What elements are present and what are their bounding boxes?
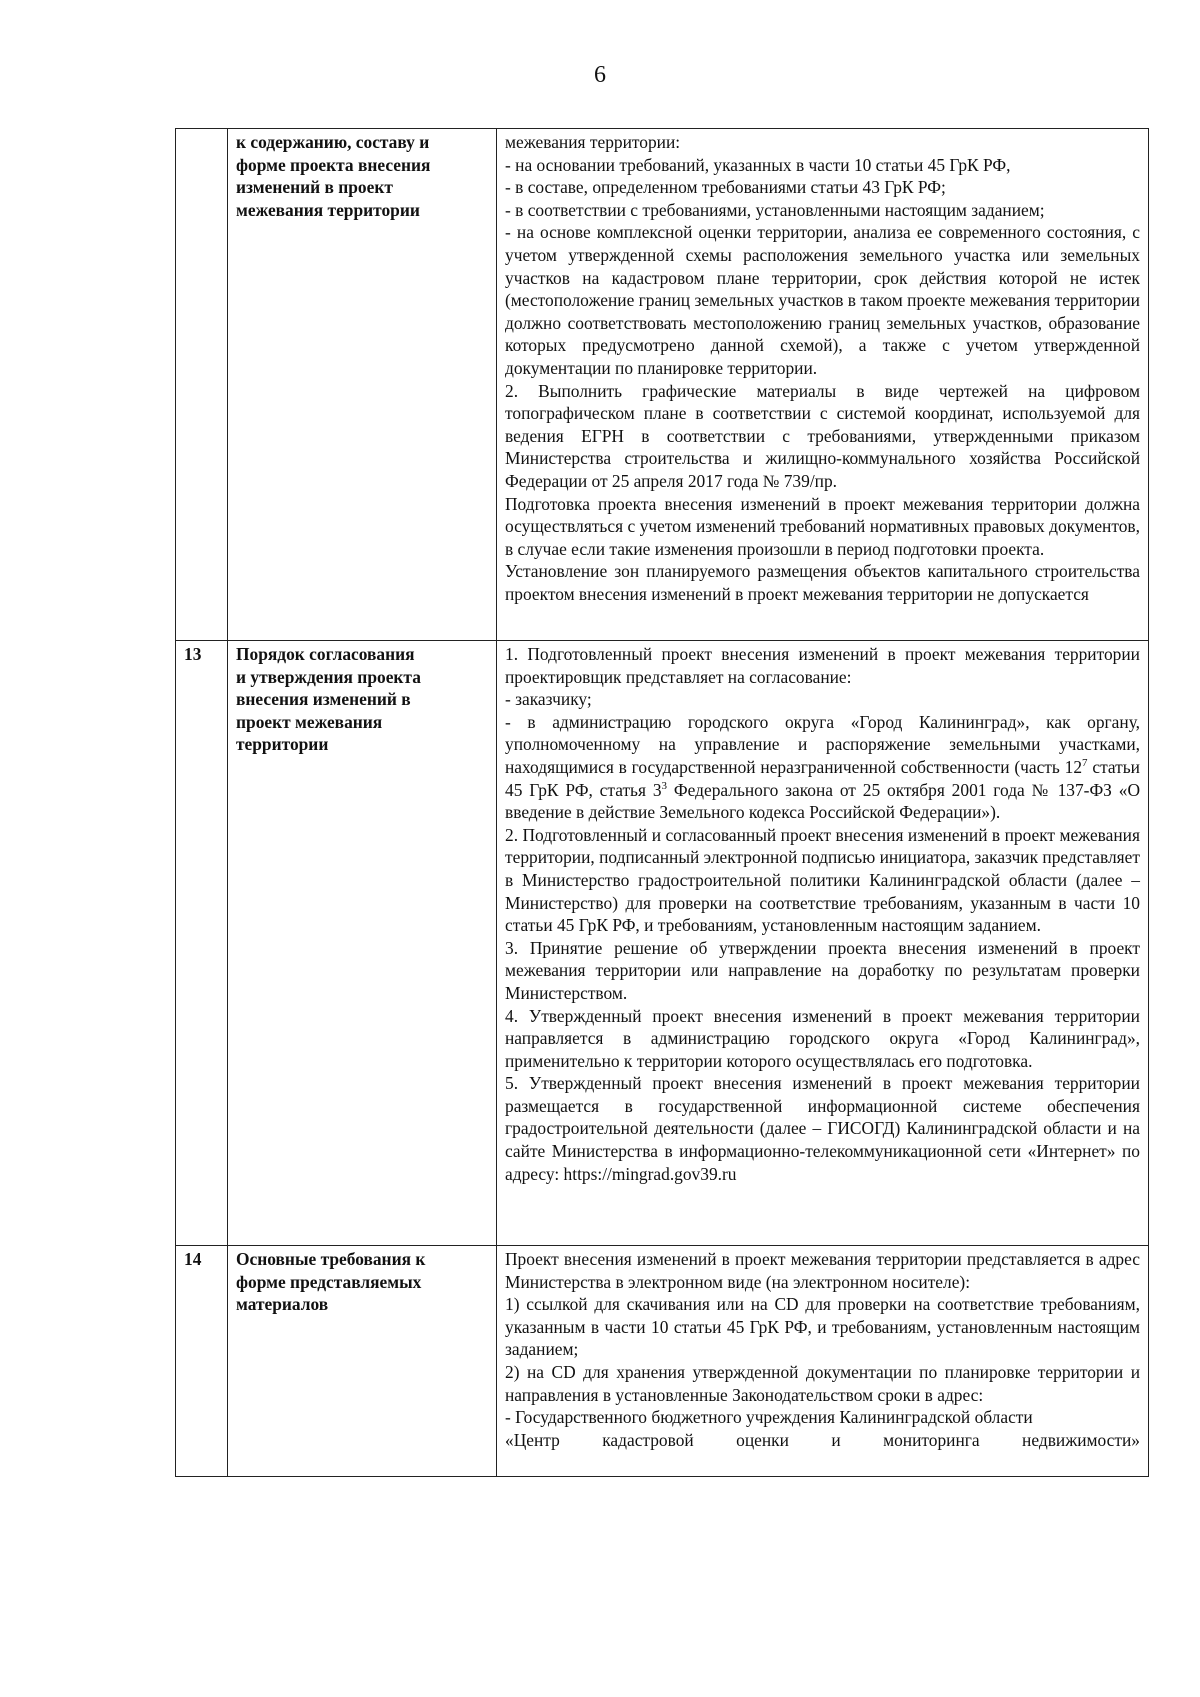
body-paragraph: Установление зон планируемого размещения объектов капитального строительства проектом внесения изменений в проект межевания территории не допускается	[505, 561, 1140, 604]
body-paragraph: - на основании требований, указанных в части 10 статьи 45 ГрК РФ,	[505, 154, 1011, 175]
body-paragraph: «Центр кадастровой оценки и мониторинга недвижимости»	[505, 1429, 1140, 1450]
row-title-line: межевания территории	[236, 199, 420, 220]
table-row	[176, 129, 1149, 641]
body-paragraph: 4. Утвержденный проект внесения изменений в проект межевания территории направляется в администрацию городского округа «Город Калининград», применительно к территории которого осуществлялась его подготовка.	[505, 1005, 1140, 1071]
table-row	[176, 641, 1149, 1246]
body-paragraph: Подготовка проекта внесения изменений в проект межевания территории должна осуществляться с учетом изменений требований нормативных правовых документов, в случае если такие изменения произошли в период подготовки проекта.	[505, 493, 1140, 559]
row-title-line: изменений в проект	[236, 177, 393, 198]
body-text: - в администрацию городского округа «Город Калининград», как органу, уполномоченному на управление и распоряжение земельными участками, находящимися в государственной неразграниченной собственности (часть 12	[505, 711, 1140, 777]
row-title	[228, 129, 497, 641]
row-title-line: проект межевания	[236, 711, 383, 732]
row-number: 13	[176, 641, 228, 1246]
row-title	[228, 1246, 497, 1477]
row-title-line: форме представляемых	[236, 1271, 422, 1292]
row-title-line: материалов	[236, 1294, 329, 1315]
row-title-line: внесения изменений в	[236, 689, 411, 710]
row-number	[176, 129, 228, 641]
row-body	[497, 1246, 1149, 1477]
row-title-line: форме проекта внесения	[236, 154, 431, 175]
row-title-line: территории	[236, 734, 329, 755]
page-number: 6	[594, 62, 606, 88]
body-paragraph: 2. Подготовленный и согласованный проект внесения изменений в проект межевания территории, подписанный электронной подписью инициатора, заказчик представляет в Министерство градостроительной политики Калининградской области (далее – Министерство) для проверки на соответствие требованиям, указанным в части 10 статьи 45 ГрК РФ, и требованиям, установленным настоящим заданием.	[505, 824, 1140, 936]
body-paragraph: - Государственного бюджетного учреждения Калининградской области	[505, 1407, 1033, 1428]
row-title	[228, 641, 497, 1246]
row-body	[497, 641, 1149, 1246]
body-paragraph	[505, 711, 1140, 824]
body-paragraph: 1) ссылкой для скачивания или на CD для проверки на соответствие требованиям, указанным в части 10 статьи 45 ГрК РФ, и требованиям, установленным настоящим заданием;	[505, 1294, 1140, 1360]
body-paragraph: 2) на CD для хранения утвержденной документации по планировке территории и направления в установленные Законодательством сроки в адрес:	[505, 1361, 1140, 1405]
superscript: 3	[661, 779, 668, 792]
body-paragraph: 3. Принятие решение об утверждении проекта внесения изменений в проект межевания территории или направление на доработку по результатам проверки Министерством.	[505, 937, 1140, 1003]
row-title-line: Порядок согласования	[236, 644, 415, 664]
body-paragraph: Проект внесения изменений в проект межевания территории представляется в адрес Министерства в электронном виде (на электронном носителе):	[505, 1249, 1140, 1292]
body-text: статьи 45 ГрК РФ, статья 3	[505, 756, 1140, 800]
body-paragraph: 5. Утвержденный проект внесения изменений в проект межевания территории размещается в государственной информационной системе обеспечения градостроительной деятельности (далее – ГИСОГД) Калининградской области и на сайте Министерства в информационно-телекоммуникационной сети «Интернет» по адресу: https://mingrad.gov39.ru	[505, 1073, 1140, 1184]
body-paragraph: - в соответствии с требованиями, установленными настоящим заданием;	[505, 199, 1045, 220]
table-row	[176, 1246, 1149, 1477]
row-title-line: Основные требования к	[236, 1249, 426, 1269]
body-paragraph: 2. Выполнить графические материалы в виде чертежей на цифровом топографическом плане в соответствии с системой координат, используемой для ведения ЕГРН в соответствии с требованиями, утвержденными приказом Министерства строительства и жилищно-коммунального хозяйства Российской Федерации от 25 апреля 2017 года № 739/пр.	[505, 380, 1140, 491]
body-paragraph: - на основе комплексной оценки территории, анализа ее современного состояния, с учетом утвержденной схемы расположения земельного участка или земельных участков на кадастровом плане территории, срок действия которой не истек (местоположение границ земельных участков в таком проекте межевания территории должно соответствовать местоположению границ земельных участков, образование которых предусмотрено данной схемой), а также с учетом утвержденной документации по планировке территории.	[505, 222, 1140, 378]
body-paragraph: - в составе, определенном требованиями статьи 43 ГрК РФ;	[505, 177, 946, 198]
row-title-line: и утверждения проекта	[236, 666, 421, 687]
requirements-table	[175, 128, 1149, 1477]
body-text: Федерального закона от 25 октября 2001 года № 137-ФЗ «О введение в действие Земельного кодекса Российской Федерации»).	[505, 779, 1141, 823]
row-title-line: к содержанию, составу и	[236, 132, 430, 152]
body-paragraph: - заказчику;	[505, 689, 592, 710]
body-paragraph: межевания территории:	[505, 132, 681, 152]
row-body	[497, 129, 1149, 641]
row-number: 14	[176, 1246, 228, 1477]
superscript: 7	[1082, 757, 1088, 770]
body-paragraph: 1. Подготовленный проект внесения изменений в проект межевания территории проектировщик представляет на согласование:	[505, 644, 1140, 687]
